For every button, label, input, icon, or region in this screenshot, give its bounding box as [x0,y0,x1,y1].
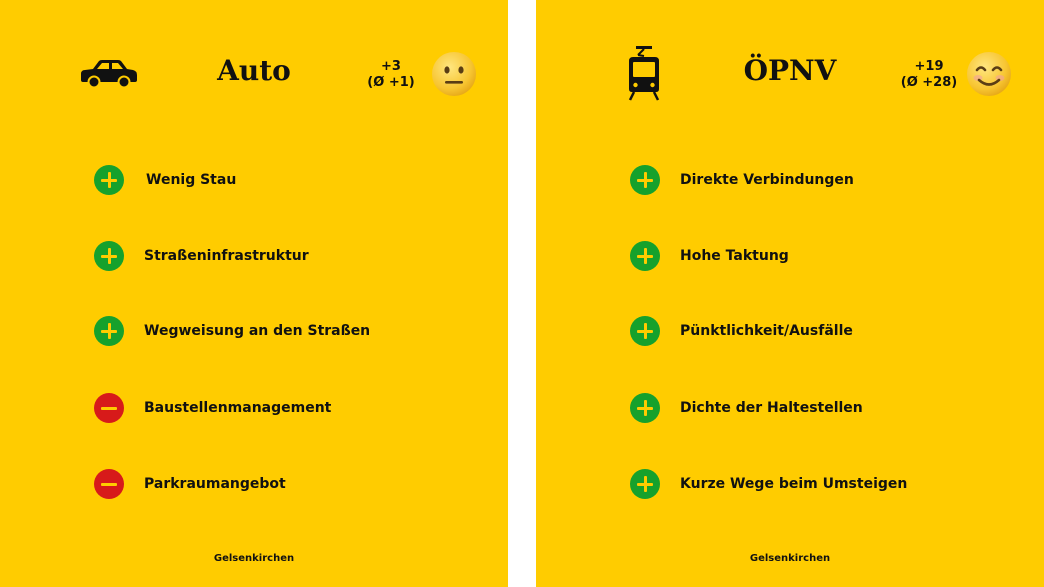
plus-icon [630,241,660,271]
neutral-face-emoji-icon [431,51,477,97]
list-item-label: Wenig Stau [146,172,237,188]
plus-icon [630,165,660,195]
list-item-label: Hohe Taktung [680,248,789,264]
panel-title: ÖPNV [743,54,837,87]
panel-auto [0,0,508,587]
list-item-label: Pünktlichkeit/Ausfälle [680,323,853,339]
list-item [630,468,907,500]
list-item [630,240,789,272]
plus-icon [94,165,124,195]
list-item [630,392,863,424]
smiling-face-emoji-icon [966,51,1012,97]
score-average: (Ø +1) [367,75,415,90]
plus-icon [630,469,660,499]
minus-icon [94,469,124,499]
city-footer: Gelsenkirchen [213,553,295,564]
panel-oepnv [536,0,1044,587]
list-item-label: Parkraumangebot [144,476,286,492]
list-item [630,315,853,347]
minus-icon [94,393,124,423]
panel-title: Auto [217,54,291,87]
list-item [94,315,370,347]
city-footer: Gelsenkirchen [749,553,831,564]
plus-icon [94,241,124,271]
score-value: +19 [914,59,944,74]
list-item-label: Baustellenmanagement [144,400,332,416]
list-item [94,164,236,196]
score-block [894,59,964,91]
list-item-label: Direkte Verbindungen [680,172,854,188]
list-item-label: Wegweisung an den Straßen [144,323,371,339]
list-item-label: Dichte der Haltestellen [680,400,863,416]
list-item [94,392,331,424]
plus-icon [630,393,660,423]
list-item-label: Kurze Wege beim Umsteigen [680,476,908,492]
list-item [94,240,309,272]
list-item [94,468,286,500]
score-value: +3 [381,59,401,74]
plus-icon [630,316,660,346]
list-item-label: Straßeninfrastruktur [144,248,309,264]
score-average: (Ø +28) [900,75,958,90]
plus-icon [94,316,124,346]
list-item [630,164,854,196]
score-block [356,59,426,91]
